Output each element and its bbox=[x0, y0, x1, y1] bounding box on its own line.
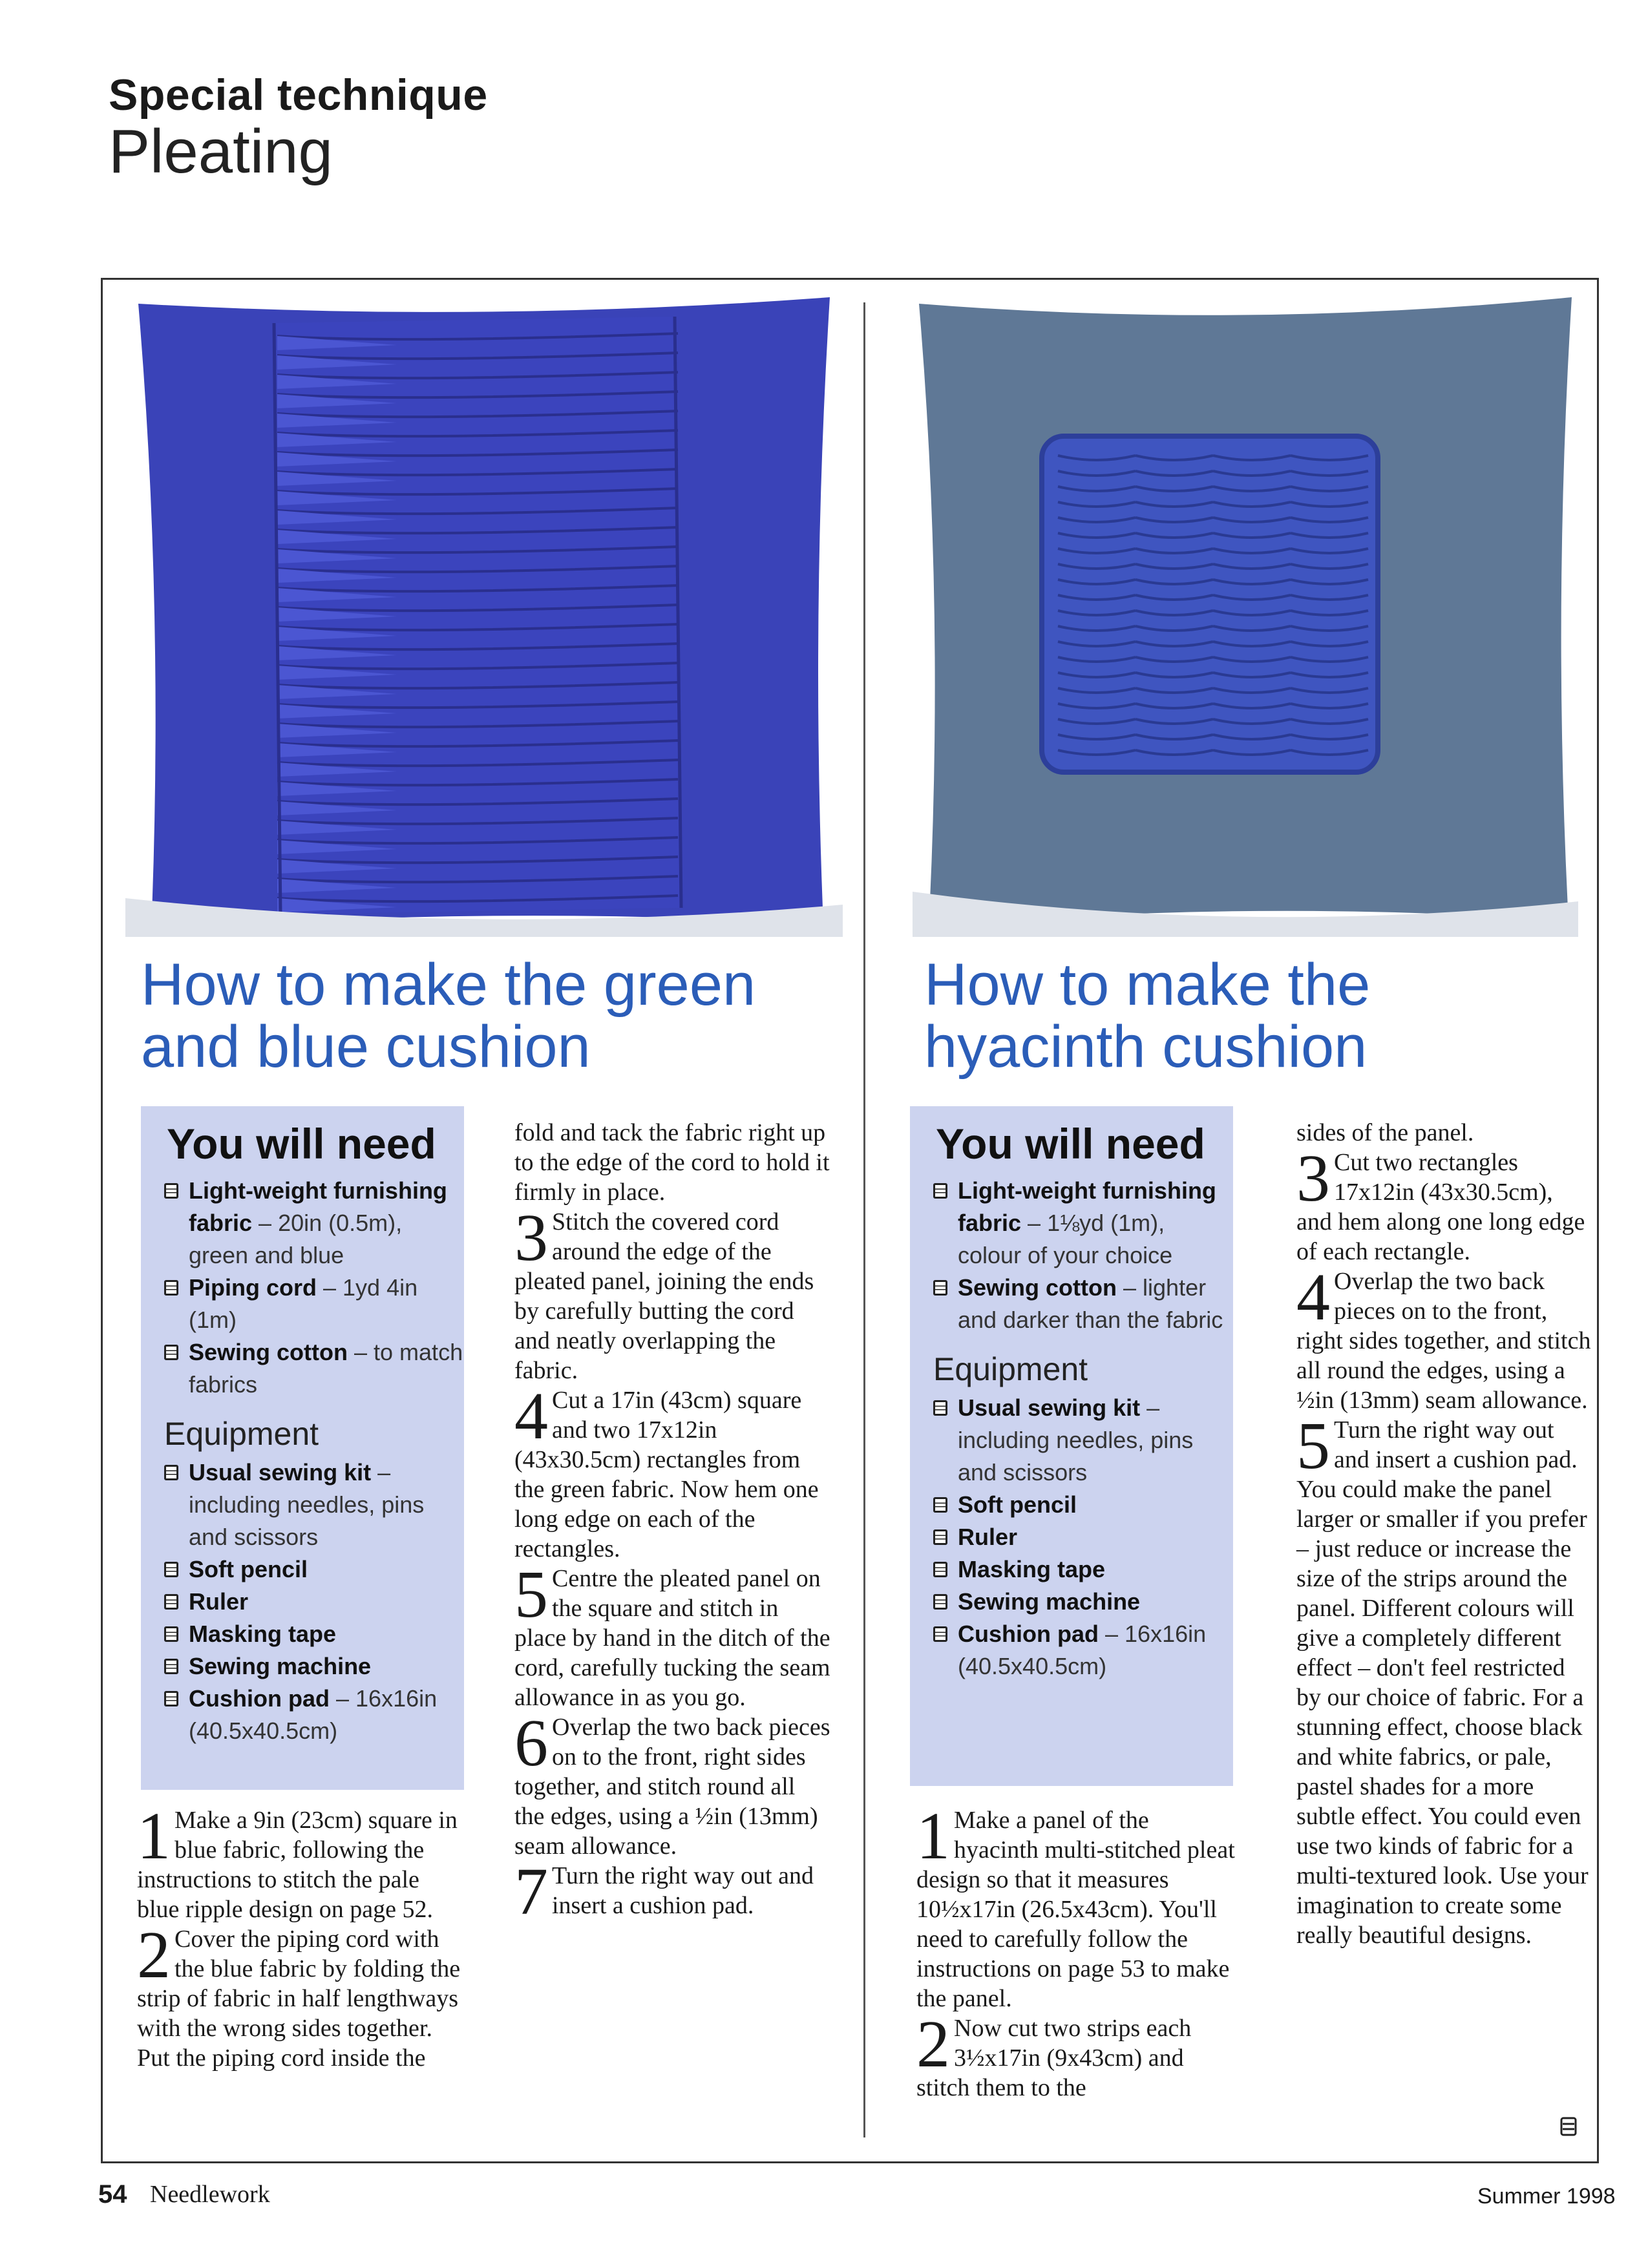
step-paragraph bbox=[1296, 1141, 1594, 1266]
needs-heading: You will need bbox=[167, 1120, 436, 1168]
step-paragraph bbox=[916, 1799, 1240, 2013]
right-steps-column-1 bbox=[916, 1799, 1240, 2103]
step-paragraph bbox=[1296, 1260, 1594, 1415]
spool-icon bbox=[933, 1183, 947, 1199]
needs-item-detail: – to match fabrics bbox=[189, 1339, 463, 1398]
spool-icon bbox=[164, 1691, 178, 1706]
step-text: Overlap the two back pieces on to the front, right sides together, and stitch all round the edges, using a ½in (13mm) seam allowance. bbox=[1296, 1268, 1591, 1414]
needs-item bbox=[164, 1272, 464, 1336]
step-number: 6 bbox=[514, 1706, 548, 1780]
needs-item bbox=[933, 1586, 1233, 1618]
step-paragraph bbox=[514, 1379, 831, 1564]
needs-item bbox=[164, 1650, 464, 1683]
step-number: 1 bbox=[916, 1799, 950, 1873]
equipment-list bbox=[153, 1456, 464, 1747]
left-needs-panel bbox=[141, 1106, 464, 1790]
step-paragraph bbox=[514, 1118, 831, 1207]
step-number: 3 bbox=[514, 1201, 548, 1275]
needs-item-detail: – 1⅛yd (1m), colour of your choice bbox=[958, 1210, 1173, 1268]
hyacinth-cushion-photo bbox=[913, 284, 1578, 937]
needs-item-detail: – 16x16in (40.5x40.5cm) bbox=[958, 1621, 1207, 1679]
step-number: 2 bbox=[137, 1918, 171, 1992]
needs-item-name: Light-weight furnishing fabric bbox=[189, 1177, 447, 1236]
materials-list bbox=[153, 1175, 464, 1401]
needs-item-name: Usual sewing kit bbox=[189, 1459, 372, 1486]
step-number: 4 bbox=[514, 1379, 548, 1453]
needs-item-detail: – 20in (0.5m), green and blue bbox=[189, 1210, 403, 1268]
step-text: Cover the piping cord with the blue fabric by folding the strip of fabric in half lengthways with the wrong sides together. Put the piping cord inside the bbox=[137, 1926, 461, 2072]
needs-item bbox=[933, 1553, 1233, 1586]
spool-icon bbox=[933, 1594, 947, 1610]
left-steps-column-2 bbox=[514, 1118, 831, 1929]
step-text: Turn the right way out and insert a cushion pad. bbox=[552, 1862, 814, 1919]
spool-icon bbox=[933, 1400, 947, 1416]
step-text: Centre the pleated panel on the square and stitch in place by hand in the ditch of the cord, carefully tucking the seam allowance in as you go. bbox=[514, 1565, 830, 1711]
needs-item-name: Sewing cotton bbox=[189, 1339, 348, 1365]
needs-item bbox=[933, 1521, 1233, 1553]
spool-icon bbox=[164, 1659, 178, 1674]
needs-item-detail: – 1yd 4in (1m) bbox=[189, 1274, 418, 1333]
needs-item-name: Ruler bbox=[958, 1524, 1018, 1550]
right-needs-panel bbox=[910, 1106, 1233, 1786]
needs-item-name: Masking tape bbox=[958, 1556, 1106, 1582]
step-text: Make a 9in (23cm) square in blue fabric, following the instructions to stitch the pale blue ripple design on page 52. bbox=[137, 1807, 458, 1923]
step-number: 5 bbox=[514, 1557, 548, 1632]
spool-icon bbox=[164, 1183, 178, 1199]
step-number: 5 bbox=[1296, 1409, 1330, 1483]
needs-item bbox=[164, 1586, 464, 1618]
spool-icon bbox=[933, 1529, 947, 1545]
spool-icon bbox=[164, 1345, 178, 1360]
left-steps-column-1 bbox=[137, 1799, 467, 2073]
left-title-line1: How to make the green bbox=[141, 952, 756, 1018]
needs-item-name: Sewing machine bbox=[958, 1588, 1141, 1615]
left-section-title bbox=[141, 954, 852, 1078]
spool-icon bbox=[164, 1465, 178, 1480]
needs-item-name: Cushion pad bbox=[958, 1621, 1099, 1647]
step-text: Cut two rectangles 17x12in (43x30.5cm), and hem along one long edge of each rectangle. bbox=[1296, 1149, 1585, 1265]
step-paragraph bbox=[514, 1854, 831, 1929]
step-paragraph bbox=[1296, 1409, 1594, 1950]
needs-item bbox=[164, 1175, 464, 1272]
needs-item bbox=[164, 1456, 464, 1553]
needs-item bbox=[164, 1618, 464, 1650]
right-steps-column-2 bbox=[1296, 1118, 1594, 1950]
equipment-heading: Equipment bbox=[933, 1351, 1088, 1387]
needs-heading: You will need bbox=[936, 1120, 1205, 1168]
spool-icon bbox=[933, 1562, 947, 1577]
needs-item bbox=[164, 1683, 464, 1747]
spool-icon bbox=[933, 1280, 947, 1296]
step-paragraph bbox=[916, 2007, 1240, 2103]
needs-item-name: Soft pencil bbox=[958, 1491, 1077, 1518]
step-text: Turn the right way out and insert a cushion pad. You could make the panel larger or smaller if you prefer – just reduce or increase the size of the strips around the panel. Different colours will give a completely different effect – don't feel restricted by our choice of fabric. For a stunning effect, choose black and white fabrics, or pale, pastel shades for a more subtle effect. You could even use two kinds of fabric for a multi-textured look. Use your imagination to create some really beautiful designs. bbox=[1296, 1416, 1589, 1949]
needs-item-detail: – including needles, pins and scissors bbox=[189, 1459, 425, 1550]
spool-icon bbox=[164, 1594, 178, 1610]
right-title-line1: How to make the bbox=[924, 952, 1371, 1018]
needs-item bbox=[933, 1175, 1233, 1272]
spool-icon bbox=[164, 1626, 178, 1642]
right-section-title bbox=[924, 954, 1570, 1078]
step-text: Cut a 17in (43cm) square and two 17x12in (43x30.5cm) rectangles from the green fabric. Now hem one long edge on each of the rectangles. bbox=[514, 1387, 819, 1562]
page-title: Pleating bbox=[109, 117, 333, 186]
needs-item-name: Cushion pad bbox=[189, 1685, 330, 1712]
needs-item-detail: – lighter and darker than the fabric bbox=[958, 1274, 1223, 1333]
spool-end-icon bbox=[1560, 2117, 1577, 2136]
spool-icon bbox=[933, 1497, 947, 1513]
needs-item-name: Soft pencil bbox=[189, 1556, 308, 1582]
needs-item bbox=[933, 1489, 1233, 1521]
magazine-name: Needlework bbox=[150, 2181, 270, 2208]
step-text: sides of the panel. bbox=[1296, 1119, 1474, 1146]
spool-icon bbox=[933, 1626, 947, 1642]
step-number: 7 bbox=[514, 1854, 548, 1929]
step-number: 1 bbox=[137, 1799, 171, 1873]
page-number: 54 bbox=[98, 2180, 127, 2209]
needs-item-name: Piping cord bbox=[189, 1274, 317, 1301]
step-text: Overlap the two back pieces on to the front, right sides together, and stitch round all the edges, using a ½in (13mm) seam allowance. bbox=[514, 1714, 830, 1860]
step-text: Now cut two strips each 3½x17in (9x43cm) and stitch them to the bbox=[916, 2015, 1192, 2101]
spool-icon bbox=[164, 1562, 178, 1577]
needs-item-detail: – including needles, pins and scissors bbox=[958, 1394, 1194, 1486]
right-title-line2: hyacinth cushion bbox=[924, 1014, 1368, 1080]
needs-item-name: Masking tape bbox=[189, 1621, 337, 1647]
left-title-line2: and blue cushion bbox=[141, 1014, 591, 1080]
equipment-list bbox=[922, 1392, 1233, 1683]
needs-item bbox=[164, 1553, 464, 1586]
step-number: 2 bbox=[916, 2007, 950, 2081]
step-number: 3 bbox=[1296, 1141, 1330, 1215]
step-paragraph bbox=[137, 1918, 467, 2073]
needs-item-name: Sewing machine bbox=[189, 1653, 372, 1679]
step-paragraph bbox=[514, 1706, 831, 1861]
green-blue-cushion-photo bbox=[125, 284, 843, 937]
needs-item-detail: – 16x16in (40.5x40.5cm) bbox=[189, 1685, 438, 1744]
needs-item bbox=[164, 1336, 464, 1401]
needs-item bbox=[933, 1272, 1233, 1336]
step-paragraph bbox=[137, 1799, 467, 1924]
column-divider bbox=[863, 302, 865, 2137]
spool-icon bbox=[164, 1280, 178, 1296]
needs-item-name: Sewing cotton bbox=[958, 1274, 1117, 1301]
needs-item-name: Usual sewing kit bbox=[958, 1394, 1141, 1421]
step-text: fold and tack the fabric right up to the edge of the cord to hold it firmly in place. bbox=[514, 1119, 830, 1206]
step-paragraph bbox=[514, 1557, 831, 1712]
step-paragraph bbox=[1296, 1118, 1594, 1148]
section-kicker: Special technique bbox=[109, 70, 488, 120]
needs-item bbox=[933, 1392, 1233, 1489]
step-paragraph bbox=[514, 1201, 831, 1385]
materials-list bbox=[922, 1175, 1233, 1336]
issue-date: Summer 1998 bbox=[1477, 2184, 1616, 2209]
needs-item-name: Light-weight furnishing fabric bbox=[958, 1177, 1216, 1236]
step-text: Make a panel of the hyacinth multi-stitched pleat design so that it measures 10½x17in (26.5x43cm). You'll need to carefully follow the instructions on page 53 to make the panel. bbox=[916, 1807, 1235, 2012]
needs-item-name: Ruler bbox=[189, 1588, 249, 1615]
needs-item bbox=[933, 1618, 1233, 1683]
equipment-heading: Equipment bbox=[164, 1416, 319, 1452]
step-number: 4 bbox=[1296, 1260, 1330, 1334]
step-text: Stitch the covered cord around the edge of the pleated panel, joining the ends by carefully butting the cord and neatly overlapping the fabric. bbox=[514, 1208, 814, 1384]
